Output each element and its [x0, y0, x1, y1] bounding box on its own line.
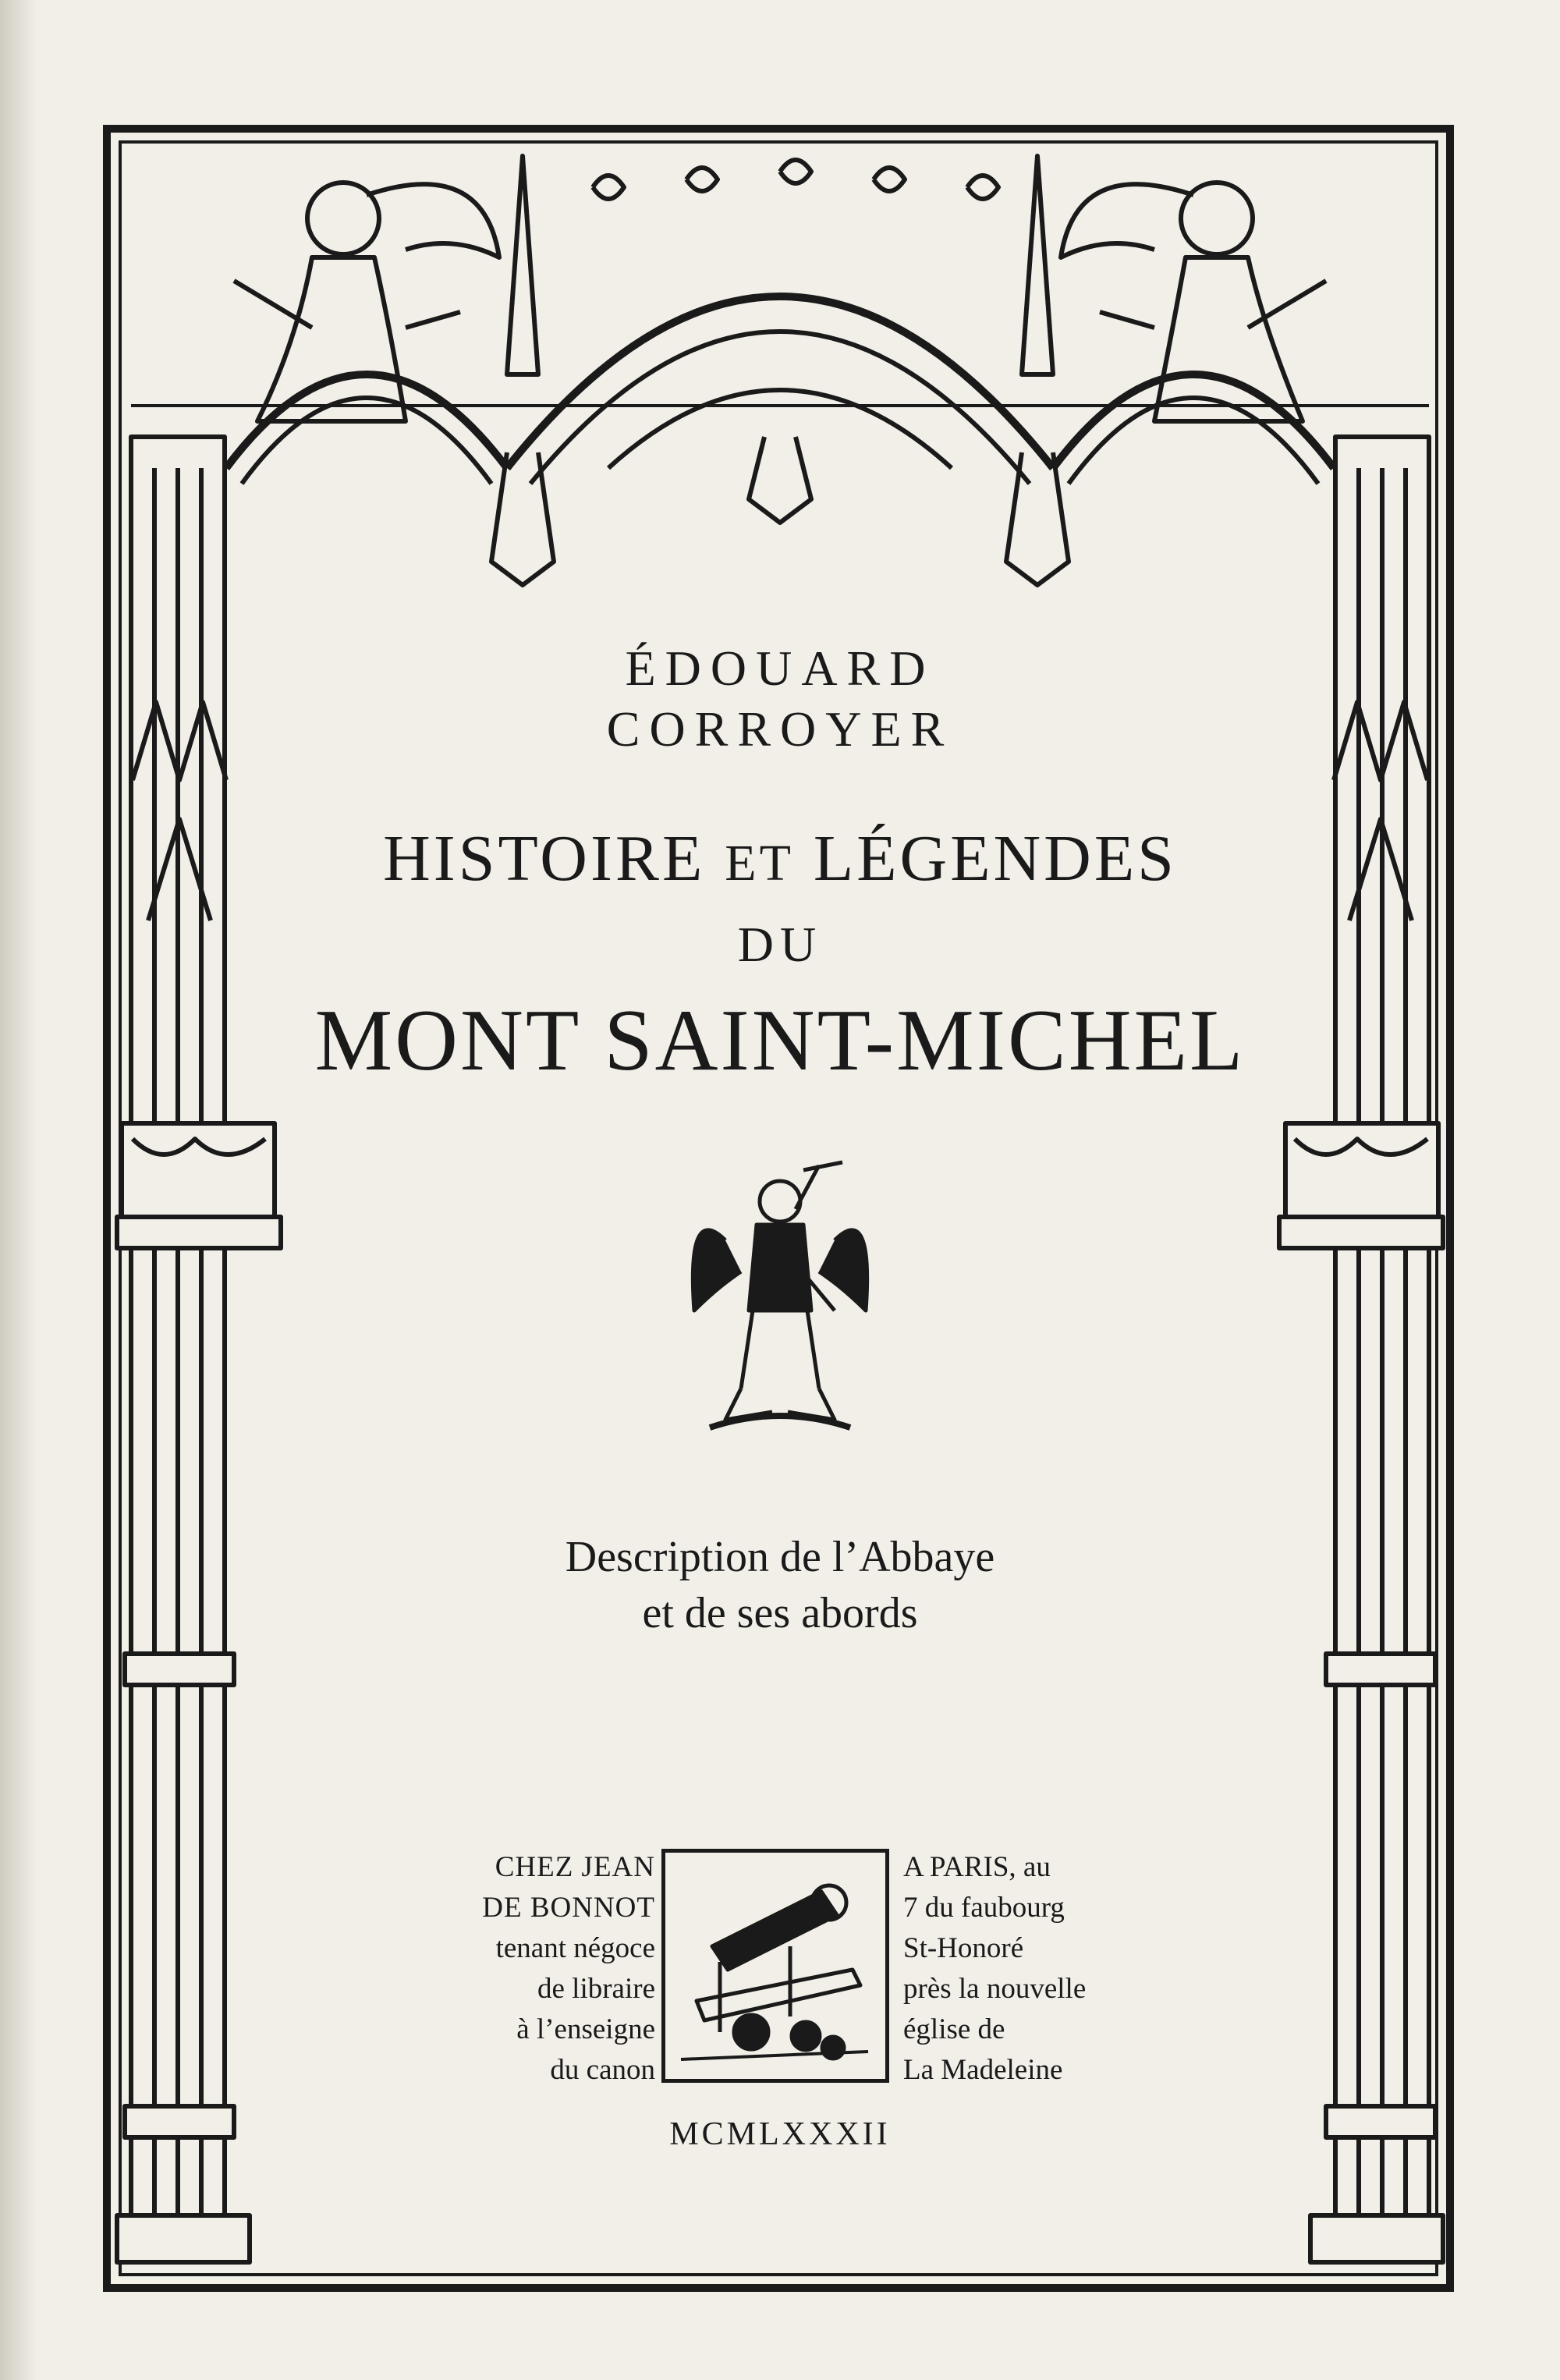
publisher-right-line: A PARIS, au — [903, 1851, 1051, 1883]
author-last-name: CORROYER — [606, 701, 954, 757]
publisher-right-line: St-Honoré — [903, 1932, 1024, 1964]
title-line-1 — [0, 821, 1560, 896]
publisher-left-line: tenant négoce — [495, 1932, 655, 1964]
cannon-emblem — [661, 1849, 889, 2083]
cannon-icon — [665, 1853, 885, 2079]
author-name — [0, 638, 1560, 760]
saint-michel-icon — [679, 1155, 881, 1451]
title-word-histoire: HISTOIRE — [383, 822, 706, 895]
angel-icon — [1061, 183, 1326, 421]
subtitle-line-2: et de ses abords — [642, 1589, 918, 1637]
title-word-legendes: LÉGENDES — [813, 822, 1177, 895]
publisher-right-line: La Madeleine — [903, 2054, 1063, 2086]
publisher-right-line: 7 du faubourg — [903, 1892, 1065, 1924]
subtitle-line-1: Description de l’Abbaye — [565, 1533, 995, 1581]
gothic-arches-icon — [131, 156, 1429, 585]
title-connector: ET — [725, 835, 794, 892]
publisher-left-line: CHEZ JEAN — [495, 1851, 655, 1883]
title-line-3: MONT SAINT-MICHEL — [314, 992, 1246, 1089]
publisher-right-line: église de — [903, 2013, 1005, 2045]
subtitle — [0, 1529, 1560, 1641]
author-first-name: ÉDOUARD — [625, 640, 935, 696]
publisher-right-line: près la nouvelle — [903, 1973, 1087, 2005]
publisher-left-line: DE BONNOT — [482, 1892, 655, 1924]
publisher-right — [903, 1847, 1153, 2091]
publisher-left-line: du canon — [550, 2054, 655, 2086]
publisher-left-line: de libraire — [537, 1973, 655, 2005]
angel-icon — [234, 183, 499, 421]
publisher-left-line: à l’enseigne — [516, 2013, 655, 2045]
publication-year: MCMLXXXII — [669, 2116, 891, 2152]
title-line-2: DU — [737, 917, 823, 972]
publisher-left — [437, 1847, 655, 2091]
